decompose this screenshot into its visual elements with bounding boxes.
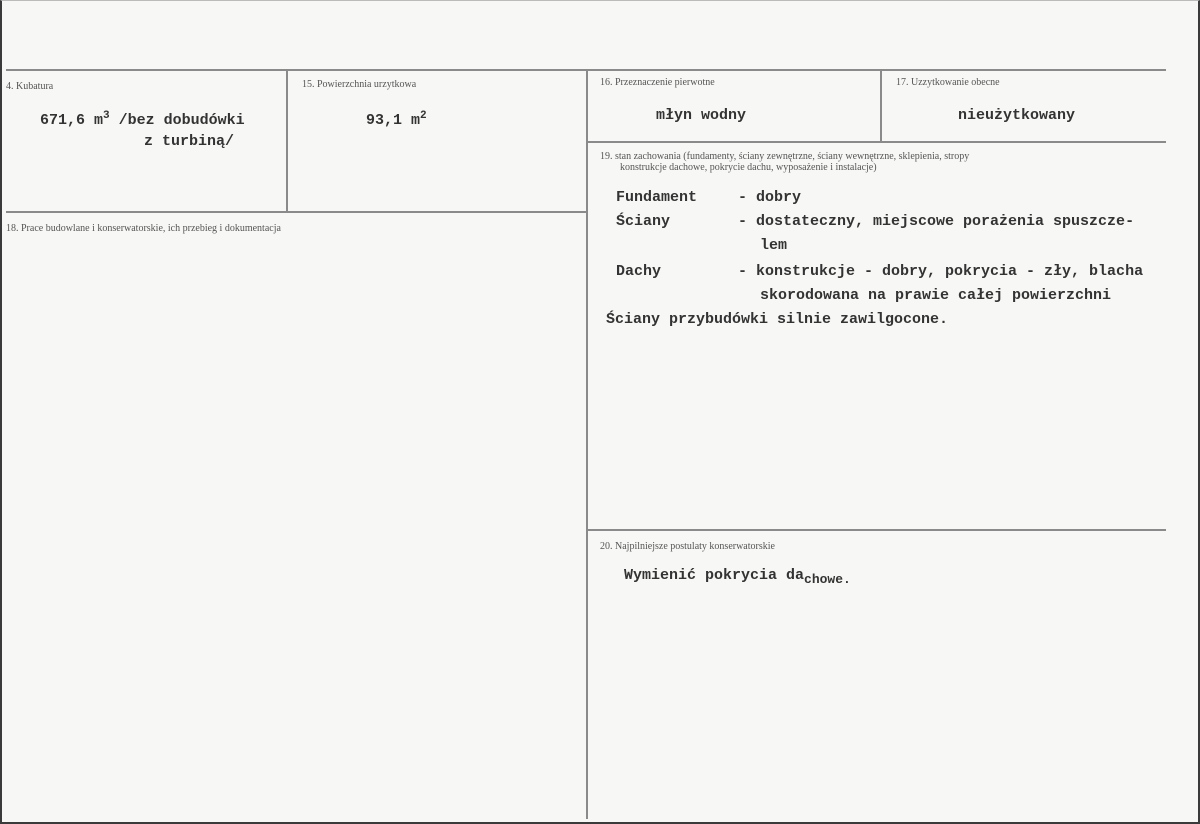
field-14-label: 4. Kubatura xyxy=(6,81,54,92)
field-14-exponent: 3 xyxy=(103,110,110,122)
divider-16-17 xyxy=(880,69,882,143)
field-16-label: 16. Przeznaczenie pierwotne xyxy=(600,77,715,88)
field-20-value-main: Wymienić pokrycia da xyxy=(624,567,805,584)
divider-main xyxy=(586,69,588,819)
divider-14-15 xyxy=(286,69,288,213)
field-15-value xyxy=(366,107,427,130)
field-19-desc-fundament: - dobry xyxy=(738,189,802,206)
field-19-note: Ściany przybudówki silnie zawilgocone. xyxy=(606,311,949,328)
field-18-label: 18. Prace budowlane i konserwatorskie, ich przebieg i dokumentacja xyxy=(6,223,281,234)
field-20-value xyxy=(624,567,851,589)
rule-above-20 xyxy=(588,529,1166,531)
field-17-value: nieużytkowany xyxy=(958,107,1076,124)
field-15-exponent: 2 xyxy=(420,110,427,122)
field-19-label-line1: 19. stan zachowania (fundamenty, ściany zewnętrzne, ściany wewnętrzne, sklepienia, stropy xyxy=(600,151,970,162)
field-14-value xyxy=(40,107,245,130)
field-15-label: 15. Powierzchnia urzytkowa xyxy=(302,79,417,90)
field-19-desc-dachy: - konstrukcje - dobry, pokrycia - zły, blacha xyxy=(738,263,1144,280)
field-19-desc-sciany: - dostateczny, miejscowe porażenia spuszcze- xyxy=(738,213,1135,230)
rule-under-16-17 xyxy=(588,141,1166,143)
field-14-note: /bez dobudówki xyxy=(109,112,245,129)
field-17-label: 17. Uzzytkowanie obecne xyxy=(896,77,1000,88)
field-19-term-sciany: Ściany xyxy=(616,213,671,230)
rule-under-14-15 xyxy=(6,211,586,213)
field-14-value-line2: z turbiną/ xyxy=(144,133,235,150)
field-19-term-fundament: Fundament xyxy=(616,189,698,206)
field-14-number: 671,6 m xyxy=(40,112,104,129)
field-19-desc-sciany-line2: lem xyxy=(760,237,788,254)
field-19-label-line2: konstrukcje dachowe, pokrycie dachu, wyposażenie i instalacje) xyxy=(620,162,877,173)
field-19-desc-dachy-line2: skorodowana na prawie całej powierzchni xyxy=(760,287,1112,304)
field-20-value-sub: chowe. xyxy=(804,572,851,587)
field-16-value: młyn wodny xyxy=(656,107,747,124)
field-20-label: 20. Najpilniejsze postulaty konserwatorskie xyxy=(600,541,775,552)
field-15-number: 93,1 m xyxy=(366,112,421,129)
field-19-term-dachy: Dachy xyxy=(616,263,662,280)
